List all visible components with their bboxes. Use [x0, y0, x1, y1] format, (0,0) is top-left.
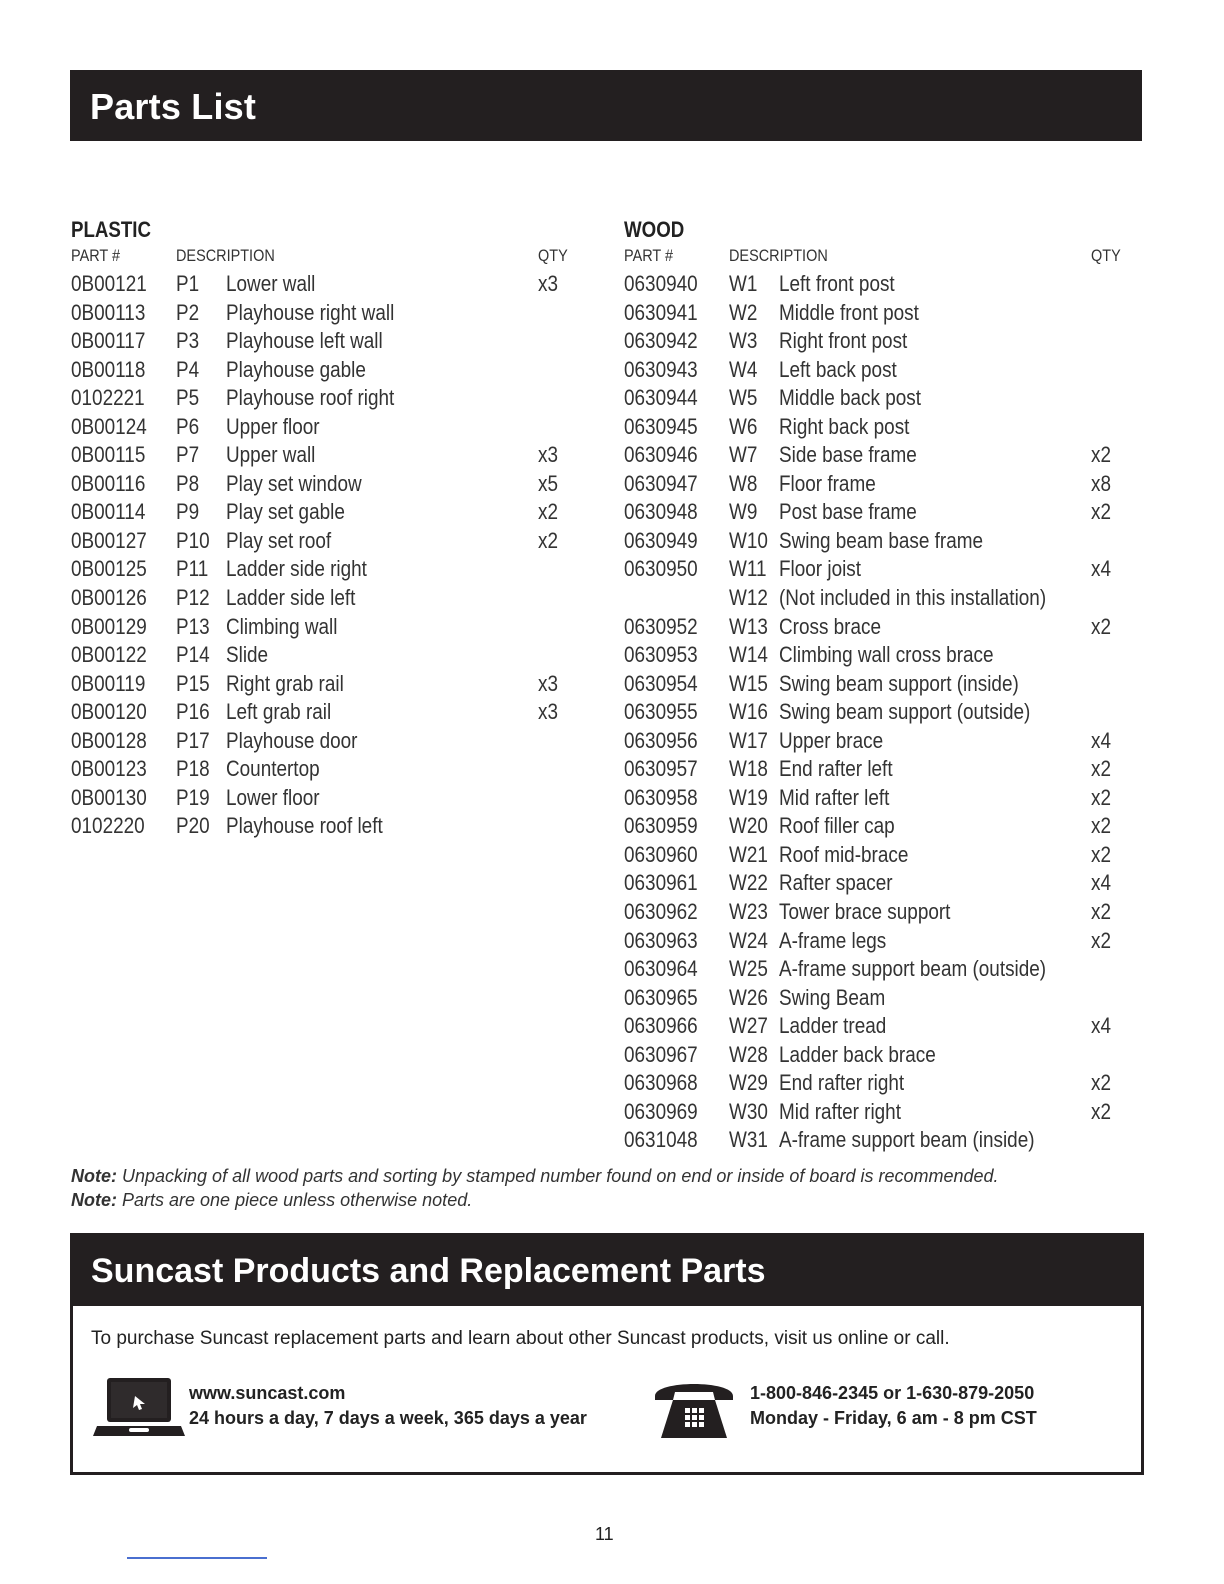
wood-section-title: WOOD: [624, 217, 685, 242]
part-description: Swing beam base frame: [779, 527, 984, 553]
part-code: W4: [729, 356, 758, 382]
part-description: Middle back post: [779, 385, 921, 411]
part-description: Rafter spacer: [779, 870, 893, 896]
part-qty: x4: [1091, 870, 1111, 896]
part-description: Mid rafter right: [779, 1098, 901, 1124]
part-number: 0102221: [71, 385, 145, 411]
part-code: P13: [176, 613, 210, 639]
part-qty: x2: [1091, 756, 1111, 782]
part-description: Left front post: [779, 271, 895, 296]
part-description: Play set window: [226, 470, 362, 496]
parts-row: [624, 841, 1144, 870]
parts-row: [71, 327, 591, 356]
part-code: P3: [176, 328, 200, 354]
suncast-info-box: [70, 1233, 1144, 1475]
parts-row: [624, 641, 1144, 670]
plastic-section-title: PLASTIC: [71, 217, 152, 242]
part-number: 0630943: [624, 356, 698, 382]
part-description: Climbing wall: [226, 613, 338, 639]
telephone-icon: [651, 1374, 737, 1442]
part-number-header: PART #: [71, 246, 120, 265]
parts-row: [624, 1126, 1144, 1155]
part-description: Floor joist: [779, 556, 862, 582]
qty-header: QTY: [538, 246, 568, 265]
part-number: 0630952: [624, 613, 698, 639]
part-description: Playhouse door: [226, 727, 358, 753]
part-code: W11: [729, 556, 767, 582]
part-description: Playhouse left wall: [226, 328, 383, 354]
part-description: Playhouse roof right: [226, 385, 395, 411]
part-number: 0B00125: [71, 556, 147, 582]
parts-row: [71, 641, 591, 670]
part-description: Swing beam support (outside): [779, 699, 1031, 725]
part-qty: x2: [538, 499, 558, 525]
part-code: W8: [729, 470, 758, 496]
part-number: 0B00118: [71, 356, 146, 382]
parts-row: [71, 299, 591, 328]
note-text: Parts are one piece unless otherwise noted.: [117, 1190, 473, 1210]
part-code: W25: [729, 956, 768, 982]
part-number: 0630957: [624, 756, 698, 782]
part-number: 0630962: [624, 899, 698, 925]
page-number: 11: [595, 1524, 614, 1544]
parts-row: [71, 498, 591, 527]
parts-row: [71, 584, 591, 613]
part-number: 0630958: [624, 784, 698, 810]
parts-row: [624, 584, 1144, 613]
parts-row: [624, 869, 1144, 898]
part-number: 0B00116: [71, 470, 146, 496]
part-number: 0B00127: [71, 527, 147, 553]
description-header: DESCRIPTION: [176, 246, 275, 265]
part-number: 0630960: [624, 841, 698, 867]
part-qty: x3: [538, 699, 558, 725]
part-code: P2: [176, 299, 200, 325]
part-description: Lower wall: [226, 271, 316, 296]
part-description: A-frame support beam (outside): [779, 956, 1047, 982]
parts-row: [624, 356, 1144, 385]
parts-row: [71, 527, 591, 556]
parts-row: [71, 812, 591, 841]
part-description: Countertop: [226, 756, 320, 782]
part-description: Left back post: [779, 356, 897, 382]
part-description: Ladder tread: [779, 1013, 887, 1039]
part-code: P9: [176, 499, 200, 525]
part-description: Playhouse roof left: [226, 813, 383, 839]
part-description: Roof filler cap: [779, 813, 895, 839]
parts-row: [624, 498, 1144, 527]
part-description: A-frame legs: [779, 927, 887, 953]
part-number: 0630964: [624, 956, 698, 982]
qty-header: QTY: [1091, 246, 1121, 265]
part-code: W26: [729, 984, 768, 1010]
notes: [71, 1164, 1151, 1212]
parts-row: [624, 1012, 1144, 1041]
parts-row: [624, 527, 1144, 556]
parts-row: [71, 270, 591, 299]
parts-row: [624, 1069, 1144, 1098]
wood-column-headers: [624, 244, 1144, 270]
parts-row: [71, 670, 591, 699]
parts-row: [624, 927, 1144, 956]
part-code: P7: [176, 442, 200, 468]
part-number: 0630948: [624, 499, 698, 525]
part-code: W1: [729, 271, 758, 296]
part-number: 0630966: [624, 1013, 698, 1039]
part-code: P19: [176, 784, 210, 810]
part-description: Playhouse right wall: [226, 299, 395, 325]
part-code: P5: [176, 385, 200, 411]
parts-row: [624, 727, 1144, 756]
part-code: P1: [176, 271, 200, 296]
part-number: 0B00130: [71, 784, 147, 810]
parts-row: [71, 555, 591, 584]
part-description: Playhouse gable: [226, 356, 366, 382]
part-number: 0630946: [624, 442, 698, 468]
part-number-header: PART #: [624, 246, 673, 265]
footer-line: [127, 1557, 267, 1559]
part-code: W30: [729, 1098, 768, 1124]
parts-row: [624, 698, 1144, 727]
part-number: 0630967: [624, 1041, 698, 1067]
part-number: 0B00126: [71, 585, 147, 611]
parts-row: [624, 470, 1144, 499]
part-code: W24: [729, 927, 768, 953]
part-description: Middle front post: [779, 299, 919, 325]
parts-row: [624, 555, 1144, 584]
part-code: W5: [729, 385, 758, 411]
part-code: W14: [729, 642, 768, 668]
plastic-parts-column: [71, 216, 591, 841]
part-qty: x2: [1091, 813, 1111, 839]
part-code: W13: [729, 613, 768, 639]
parts-row: [624, 984, 1144, 1013]
part-qty: x4: [1091, 727, 1111, 753]
parts-row: [624, 898, 1144, 927]
suncast-title: Suncast Products and Replacement Parts: [91, 1252, 766, 1290]
part-code: W20: [729, 813, 768, 839]
suncast-intro: To purchase Suncast replacement parts and learn about other Suncast products, visit us online or call.: [91, 1328, 950, 1349]
part-description: Roof mid-brace: [779, 841, 909, 867]
part-number: 0631048: [624, 1127, 698, 1153]
part-number: 0630949: [624, 527, 698, 553]
part-number: 0630944: [624, 385, 698, 411]
part-number: 0630940: [624, 271, 698, 296]
part-number: 0630969: [624, 1098, 698, 1124]
wood-parts-column: [624, 216, 1144, 1155]
part-code: P16: [176, 699, 210, 725]
part-description: Left grab rail: [226, 699, 332, 725]
part-code: P8: [176, 470, 200, 496]
part-description: Ladder side left: [226, 585, 356, 611]
phone-numbers[interactable]: 1-800-846-2345 or 1-630-879-2050: [750, 1383, 1035, 1403]
part-number: 0630965: [624, 984, 698, 1010]
part-code: W2: [729, 299, 758, 325]
parts-row: [624, 441, 1144, 470]
note-label: Note:: [71, 1166, 117, 1186]
part-qty: x2: [1091, 499, 1111, 525]
phone-contact: [750, 1381, 1037, 1431]
part-qty: x2: [1091, 899, 1111, 925]
part-number: 0B00129: [71, 613, 147, 639]
part-qty: x3: [538, 670, 558, 696]
part-number: 0630942: [624, 328, 698, 354]
part-description: Play set gable: [226, 499, 345, 525]
part-qty: x2: [1091, 1070, 1111, 1096]
part-qty: x2: [538, 527, 558, 553]
part-number: 0B00117: [71, 328, 146, 354]
part-description: Play set roof: [226, 527, 332, 553]
note-one-piece: [71, 1188, 1151, 1212]
part-code: W27: [729, 1013, 768, 1039]
parts-row: [624, 784, 1144, 813]
part-description: (Not included in this installation): [779, 585, 1047, 611]
part-qty: x5: [538, 470, 558, 496]
part-code: W19: [729, 784, 768, 810]
part-number: 0630954: [624, 670, 698, 696]
part-number: 0630963: [624, 927, 698, 953]
part-code: W29: [729, 1070, 768, 1096]
part-code: W21: [729, 841, 768, 867]
part-qty: x8: [1091, 470, 1111, 496]
parts-row: [71, 727, 591, 756]
part-number: 0102220: [71, 813, 145, 839]
parts-row: [624, 327, 1144, 356]
part-code: W7: [729, 442, 758, 468]
part-code: P14: [176, 642, 210, 668]
part-description: Upper wall: [226, 442, 316, 468]
part-description: Swing beam support (inside): [779, 670, 1019, 696]
part-description: Mid rafter left: [779, 784, 890, 810]
part-qty: x2: [1091, 841, 1111, 867]
part-code: W3: [729, 328, 758, 354]
part-number: 0630953: [624, 642, 698, 668]
part-number: 0B00119: [71, 670, 146, 696]
part-description: Right grab rail: [226, 670, 344, 696]
part-code: P20: [176, 813, 210, 839]
part-number: 0630945: [624, 413, 698, 439]
part-qty: x4: [1091, 556, 1111, 582]
description-header: DESCRIPTION: [729, 246, 828, 265]
parts-row: [71, 356, 591, 385]
parts-row: [624, 955, 1144, 984]
part-qty: x2: [1091, 784, 1111, 810]
part-description: End rafter right: [779, 1070, 905, 1096]
plastic-column-headers: [71, 244, 591, 270]
part-description: Floor frame: [779, 470, 876, 496]
part-qty: x4: [1091, 1013, 1111, 1039]
part-code: P17: [176, 727, 210, 753]
part-number: 0B00122: [71, 642, 147, 668]
part-code: W10: [729, 527, 768, 553]
parts-row: [71, 698, 591, 727]
part-number: 0630959: [624, 813, 698, 839]
part-description: Ladder side right: [226, 556, 367, 582]
part-code: W18: [729, 756, 768, 782]
part-code: P4: [176, 356, 200, 382]
part-code: P10: [176, 527, 210, 553]
parts-row: [624, 613, 1144, 642]
part-number: 0630961: [624, 870, 698, 896]
note-unpacking: [71, 1164, 1151, 1188]
laptop-icon: [93, 1374, 185, 1440]
wood-parts-list: [624, 270, 1144, 1155]
part-qty: x2: [1091, 442, 1111, 468]
part-code: W12: [729, 585, 768, 611]
part-code: W15: [729, 670, 768, 696]
parts-row: [624, 755, 1144, 784]
parts-row: [71, 441, 591, 470]
part-description: Lower floor: [226, 784, 320, 810]
part-qty: x2: [1091, 927, 1111, 953]
parts-row: [624, 270, 1144, 299]
part-description: Tower brace support: [779, 899, 951, 925]
part-description: End rafter left: [779, 756, 893, 782]
part-number: 0630941: [624, 299, 698, 325]
part-description: A-frame support beam (inside): [779, 1127, 1035, 1153]
part-qty: x2: [1091, 1098, 1111, 1124]
parts-row: [71, 755, 591, 784]
part-number: 0B00120: [71, 699, 147, 725]
part-number: 0630955: [624, 699, 698, 725]
part-number: 0630956: [624, 727, 698, 753]
part-number: 0630968: [624, 1070, 698, 1096]
part-code: W28: [729, 1041, 768, 1067]
parts-row: [71, 784, 591, 813]
part-description: Upper floor: [226, 413, 320, 439]
part-description: Climbing wall cross brace: [779, 642, 994, 668]
part-qty: x3: [538, 271, 558, 296]
parts-row: [71, 384, 591, 413]
note-text: Unpacking of all wood parts and sorting by stamped number found on end or inside of board is recommended.: [117, 1166, 999, 1186]
page-title: Parts List: [90, 86, 257, 127]
part-number: 0630950: [624, 556, 698, 582]
parts-row: [624, 812, 1144, 841]
part-code: W31: [729, 1127, 768, 1153]
part-number: 0B00121: [71, 271, 147, 296]
parts-row: [624, 413, 1144, 442]
part-code: P11: [176, 556, 209, 582]
part-number: 0B00128: [71, 727, 147, 753]
parts-row: [624, 1098, 1144, 1127]
part-description: Post base frame: [779, 499, 917, 525]
part-code: P6: [176, 413, 200, 439]
parts-row: [624, 299, 1144, 328]
part-number: 0B00124: [71, 413, 147, 439]
part-code: W6: [729, 413, 758, 439]
parts-row: [624, 384, 1144, 413]
part-number: 0630947: [624, 470, 698, 496]
part-number: 0B00113: [71, 299, 146, 325]
parts-row: [71, 413, 591, 442]
website-link[interactable]: www.suncast.com: [189, 1383, 346, 1403]
part-code: P18: [176, 756, 210, 782]
web-contact: [189, 1381, 587, 1431]
part-description: Right front post: [779, 328, 908, 354]
part-code: W23: [729, 899, 768, 925]
part-description: Side base frame: [779, 442, 917, 468]
plastic-parts-list: [71, 270, 591, 841]
part-code: P15: [176, 670, 210, 696]
note-label: Note:: [71, 1190, 117, 1210]
parts-row: [624, 670, 1144, 699]
part-code: W17: [729, 727, 768, 753]
part-code: P12: [176, 585, 210, 611]
part-description: Cross brace: [779, 613, 881, 639]
suncast-header-bar: [73, 1236, 1141, 1306]
parts-row: [624, 1041, 1144, 1070]
part-description: Swing Beam: [779, 984, 886, 1010]
part-number: 0B00114: [71, 499, 146, 525]
phone-hours: Monday - Friday, 6 am - 8 pm CST: [750, 1408, 1037, 1428]
part-description: Upper brace: [779, 727, 884, 753]
part-description: Right back post: [779, 413, 910, 439]
part-qty: x2: [1091, 613, 1111, 639]
part-number: 0B00115: [71, 442, 146, 468]
part-description: Slide: [226, 642, 269, 668]
parts-list-header: [70, 70, 1142, 141]
web-hours: 24 hours a day, 7 days a week, 365 days a year: [189, 1408, 587, 1428]
part-description: Ladder back brace: [779, 1041, 936, 1067]
part-code: W16: [729, 699, 768, 725]
part-code: W22: [729, 870, 768, 896]
part-code: W9: [729, 499, 758, 525]
parts-row: [71, 470, 591, 499]
parts-row: [71, 613, 591, 642]
part-number: 0B00123: [71, 756, 147, 782]
part-qty: x3: [538, 442, 558, 468]
